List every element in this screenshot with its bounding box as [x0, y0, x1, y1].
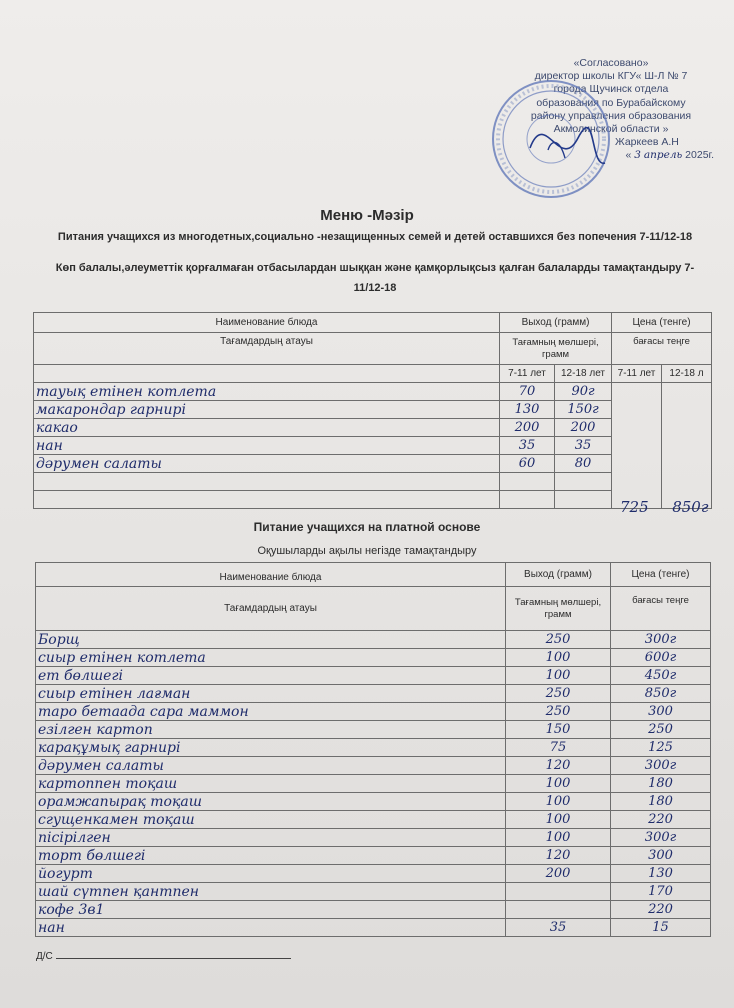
- dish-name: ет бөлшегі: [36, 667, 506, 685]
- footer-signature-line: [56, 949, 291, 959]
- dish-name: пісірілген: [36, 829, 506, 847]
- weight-12-18: 200: [555, 419, 612, 437]
- dish-weight: [506, 883, 611, 901]
- section-title-kz: Оқушыларды ақылы негізде тамақтандыру: [257, 545, 477, 557]
- dish-weight: 250: [506, 703, 611, 721]
- dish-price: 450г: [611, 667, 711, 685]
- table-row: [36, 901, 711, 919]
- dish-name: нан: [36, 919, 506, 937]
- weight-7-11: 35: [500, 437, 555, 455]
- dish-weight: 100: [506, 667, 611, 685]
- table-row: [34, 437, 712, 455]
- dish-name: Борщ: [36, 631, 506, 649]
- dish-weight: 250: [506, 631, 611, 649]
- price-cell-12-18: [662, 383, 712, 509]
- dish-price: 15: [611, 919, 711, 937]
- age-col-weight-12-18: 12-18 лет: [555, 365, 612, 383]
- weight-7-11: 70: [500, 383, 555, 401]
- weight-7-11: 200: [500, 419, 555, 437]
- table-row: [34, 419, 712, 437]
- dish-price: 125: [611, 739, 711, 757]
- dish-price: 130: [611, 865, 711, 883]
- header-price-ru: Цена (тенге): [611, 563, 711, 587]
- dish-name: сиыр етінен лағман: [36, 685, 506, 703]
- table-row: [34, 491, 712, 509]
- total-price-free: [620, 498, 708, 516]
- dish-price: 220: [611, 901, 711, 919]
- table-row: [36, 721, 711, 739]
- table-row: [34, 401, 712, 419]
- dish-weight: 120: [506, 847, 611, 865]
- header-weight-ru: Выход (грамм): [500, 313, 612, 333]
- official-stamp: [490, 78, 612, 200]
- dish-name: таро бетаада сара маммон: [36, 703, 506, 721]
- date-year: 2025г.: [685, 149, 714, 162]
- table-row: [36, 703, 711, 721]
- table-row: [36, 775, 711, 793]
- dish-weight: 100: [506, 775, 611, 793]
- dish-weight: 120: [506, 757, 611, 775]
- dish-weight: 100: [506, 649, 611, 667]
- dish-weight: 200: [506, 865, 611, 883]
- dish-weight: 100: [506, 793, 611, 811]
- subtitle-ru: Питания учащихся из многодетных,социально -незащищенных семей и детей оставшихся без попечения 7-11/12-18: [57, 231, 693, 243]
- dish-price: 220: [611, 811, 711, 829]
- dish-weight: 100: [506, 811, 611, 829]
- date-month: апрель: [643, 149, 683, 162]
- dish-price: 180: [611, 793, 711, 811]
- dish-name: [34, 473, 500, 491]
- table-row: [36, 739, 711, 757]
- dish-name: дәрумен салаты: [36, 757, 506, 775]
- age-col-price-12-18: 12-18 л: [662, 365, 712, 383]
- dish-name: торт бөлшегі: [36, 847, 506, 865]
- weight-12-18: 80: [555, 455, 612, 473]
- table-row: [36, 847, 711, 865]
- price-12-18: 850г: [672, 498, 709, 516]
- dish-name: нан: [34, 437, 500, 455]
- dish-weight: 35: [506, 919, 611, 937]
- header-name-ru: Наименование блюда: [36, 563, 506, 587]
- header-name-ru: Наименование блюда: [34, 313, 500, 333]
- dish-price: 300: [611, 703, 711, 721]
- section-title-ru: Питание учащихся на платной основе: [253, 520, 481, 534]
- table-row: [36, 793, 711, 811]
- header-price-kz: бағасы теңге: [611, 587, 711, 631]
- table-row: [36, 757, 711, 775]
- weight-7-11: 130: [500, 401, 555, 419]
- age-col-weight-7-11: 7-11 лет: [500, 365, 555, 383]
- dish-name: шай сүтпен қантпен: [36, 883, 506, 901]
- approval-line: «Согласовано»: [573, 57, 649, 69]
- table-row: [36, 829, 711, 847]
- dish-price: 250: [611, 721, 711, 739]
- weight-7-11: [500, 491, 555, 509]
- approval-line: району управления образования: [530, 109, 692, 122]
- dish-weight: 150: [506, 721, 611, 739]
- header-name-kz: Тағамдардың атауы: [34, 333, 500, 365]
- dish-weight: 75: [506, 739, 611, 757]
- header-price-kz: бағасы теңге: [612, 333, 712, 365]
- dish-name: дәрумен салаты: [34, 455, 500, 473]
- dish-name: карақұмық гарнирі: [36, 739, 506, 757]
- weight-12-18: 150г: [555, 401, 612, 419]
- price-cell-7-11: [612, 383, 662, 509]
- subtitle-kz: Көп балалы,әлеуметтік қорғалмаған отбасылардан шыққан және қамқорлықсыз қалған балаларды тамақтандыру 7-11/12-18: [55, 262, 695, 294]
- header-name-kz: Тағамдардың атауы: [36, 587, 506, 631]
- dish-price: 300г: [611, 631, 711, 649]
- date-prefix: «: [625, 149, 632, 162]
- table-row: [36, 649, 711, 667]
- age-row-blank: [34, 365, 500, 383]
- dish-price: 300: [611, 847, 711, 865]
- age-col-price-7-11: 7-11 лет: [612, 365, 662, 383]
- dish-price: 170: [611, 883, 711, 901]
- approval-line: образования по Бурабайскому: [536, 96, 686, 109]
- table-row: [36, 883, 711, 901]
- header-price-ru: Цена (тенге): [612, 313, 712, 333]
- dish-name: [34, 491, 500, 509]
- dish-weight: 250: [506, 685, 611, 703]
- header-weight-kz: Тағамның мөлшері, грамм: [500, 333, 612, 365]
- weight-12-18: 90г: [555, 383, 612, 401]
- price-7-11: 725: [620, 498, 649, 516]
- dish-weight: 100: [506, 829, 611, 847]
- dish-name: сгущенкамен тоқаш: [36, 811, 506, 829]
- dish-weight: [506, 901, 611, 919]
- table-row: [34, 455, 712, 473]
- dish-price: 850г: [611, 685, 711, 703]
- dish-name: макарондар гарнирі: [34, 401, 500, 419]
- dish-name: тауық етінен котлета: [34, 383, 500, 401]
- dish-name: йогурт: [36, 865, 506, 883]
- approval-line: директор школы КГУ« Ш-Л № 7: [534, 70, 688, 83]
- menu-table-paid: [35, 562, 711, 937]
- weight-12-18: [555, 491, 612, 509]
- dish-price: 600г: [611, 649, 711, 667]
- dish-price: 300г: [611, 829, 711, 847]
- page-title: Меню -Мәзір: [320, 207, 414, 224]
- table-row: [36, 865, 711, 883]
- weight-7-11: [500, 473, 555, 491]
- menu-table-free: [33, 312, 712, 509]
- approval-line: города Щучинск отдела: [553, 83, 669, 96]
- header-weight-kz: Тағамның мөлшері, грамм: [506, 587, 611, 631]
- dish-name: орамжапырақ тоқаш: [36, 793, 506, 811]
- weight-12-18: 35: [555, 437, 612, 455]
- dish-price: 300г: [611, 757, 711, 775]
- weight-7-11: 60: [500, 455, 555, 473]
- dish-name: какао: [34, 419, 500, 437]
- dish-name: картоппен тоқаш: [36, 775, 506, 793]
- signer-name: Жаркеев А.Н: [615, 136, 679, 149]
- footer: [36, 949, 291, 962]
- dish-price: 180: [611, 775, 711, 793]
- dish-name: езілген картоп: [36, 721, 506, 739]
- table-row: [36, 667, 711, 685]
- table-row: [36, 685, 711, 703]
- table-row: [36, 919, 711, 937]
- weight-12-18: [555, 473, 612, 491]
- table-row: [36, 811, 711, 829]
- header-weight-ru: Выход (грамм): [506, 563, 611, 587]
- date-day: 3: [634, 149, 641, 162]
- table-row: [34, 473, 712, 491]
- approval-line: Акмолинской области »: [553, 123, 669, 136]
- table-row: [34, 383, 712, 401]
- dish-name: сиыр етінен котлета: [36, 649, 506, 667]
- dish-name: кофе 3в1: [36, 901, 506, 919]
- table-row: [36, 631, 711, 649]
- footer-label: Д/С: [36, 951, 53, 962]
